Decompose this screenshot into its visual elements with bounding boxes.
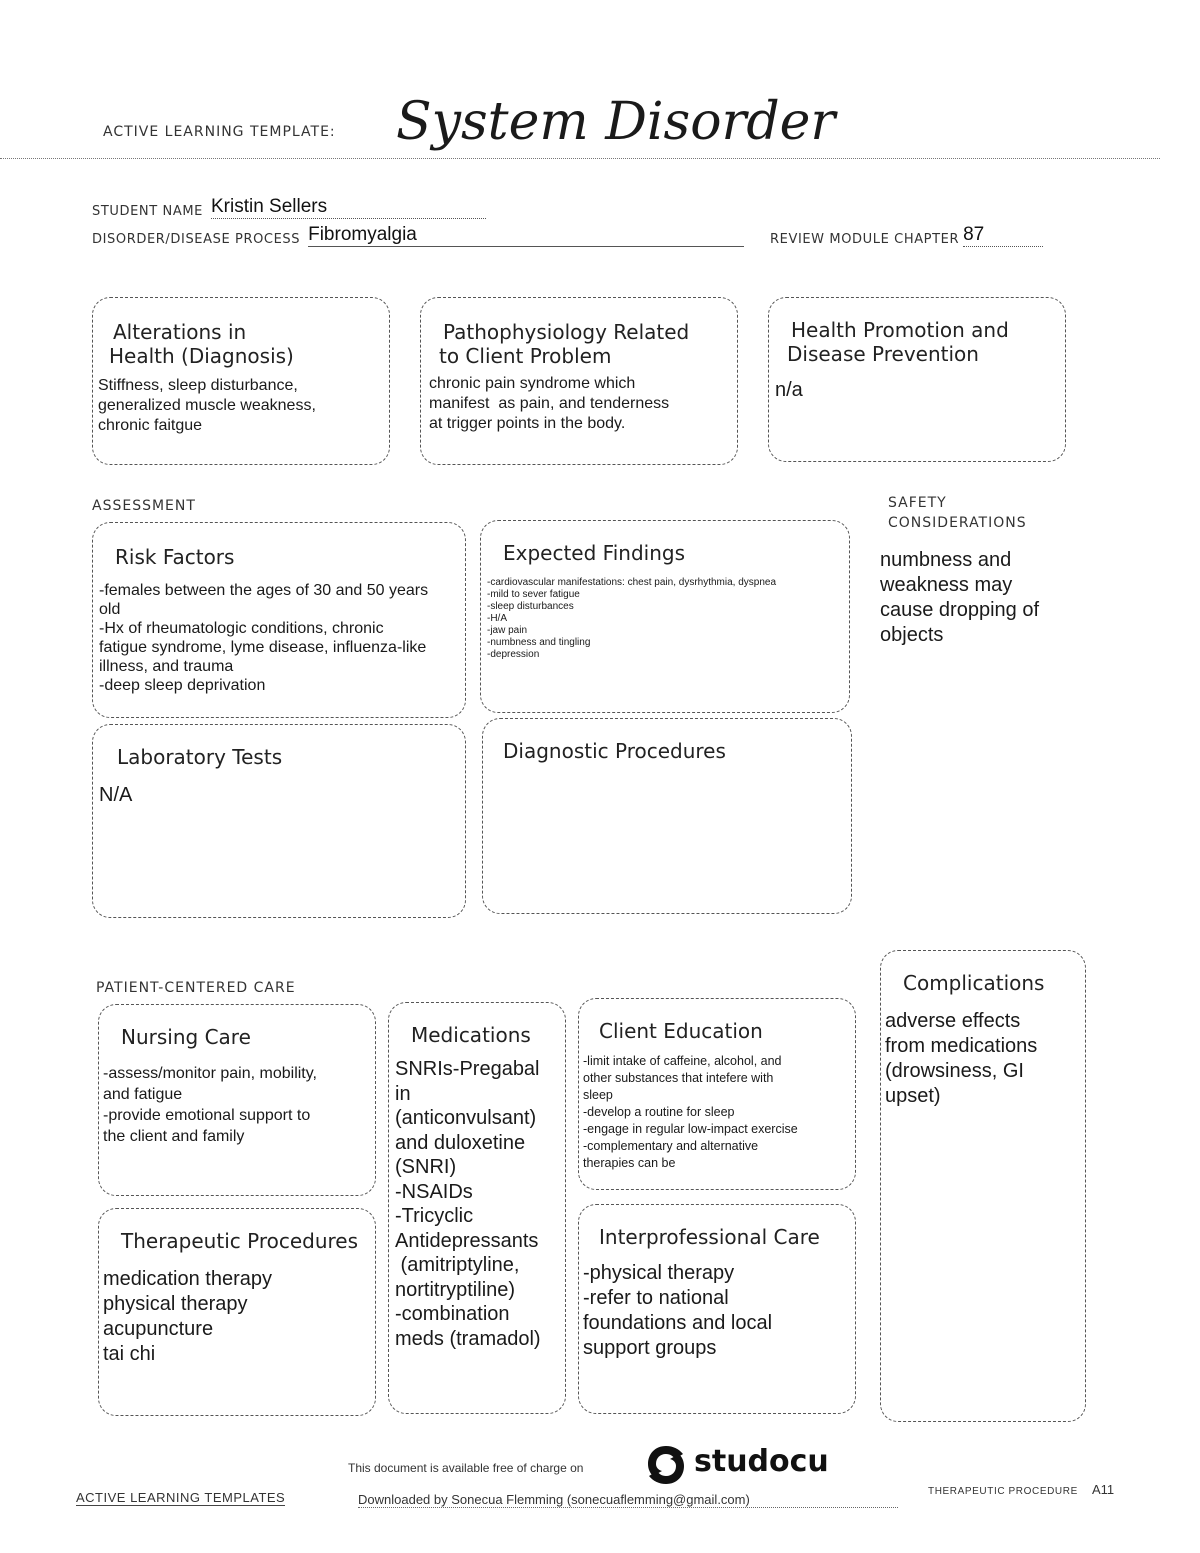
medications-box: [388, 1002, 566, 1414]
expected-findings-title: Expected Findings: [503, 541, 685, 565]
nursing-care-text: -assess/monitor pain, mobility, and fatigue -provide emotional support to the client and family: [103, 1065, 317, 1145]
disorder-value: Fibromyalgia: [308, 224, 744, 247]
studocu-logo-icon: [644, 1443, 688, 1487]
studocu-brand: studocu: [694, 1444, 829, 1479]
pathophysiology-box: [420, 297, 738, 465]
student-name-row: [92, 196, 486, 219]
health-promotion-title: Health Promotion and Disease Prevention: [787, 318, 1009, 366]
interprofessional-text: -physical therapy -refer to national foundations and local support groups: [583, 1262, 773, 1359]
chapter-row: [770, 224, 1043, 247]
risk-factors-text: -females between the ages of 30 and 50 years old -Hx of rheumatologic conditions, chronic fatigue syndrome, lyme disease, influenza-like illness, and trauma -deep sleep deprivation: [99, 582, 429, 694]
nursing-care-box: [98, 1004, 376, 1196]
nursing-care-title: Nursing Care: [121, 1025, 251, 1049]
studocu-availability-text: This document is available free of charge on: [348, 1461, 584, 1475]
alterations-text: Stiffness, sleep disturbance, generalized muscle weakness, chronic faitgue: [98, 377, 316, 434]
safety-text: numbness and weakness may cause dropping of objects: [880, 549, 1040, 646]
footer-code: A11: [1092, 1482, 1115, 1497]
therapeutic-box: [98, 1208, 376, 1416]
complications-text: adverse effects from medications (drowsiness, GI upset): [885, 1010, 1038, 1107]
alterations-box: [92, 297, 390, 465]
therapeutic-title: Therapeutic Procedures: [121, 1229, 359, 1253]
client-education-box: [578, 998, 856, 1190]
assessment-label: ASSESSMENT: [92, 498, 196, 514]
diagnostic-title: Diagnostic Procedures: [503, 739, 726, 763]
footer-templates-label: ACTIVE LEARNING TEMPLATES: [76, 1490, 286, 1505]
patient-care-label: PATIENT-CENTERED CARE: [96, 980, 296, 996]
page-title: System Disorder: [396, 92, 836, 152]
risk-factors-title: Risk Factors: [115, 545, 235, 569]
risk-factors-box: [92, 522, 466, 718]
footer-procedure-label: THERAPEUTIC PROCEDURE: [928, 1486, 1078, 1497]
disorder-label: DISORDER/DISEASE PROCESS: [92, 232, 301, 247]
alterations-title: Alterations in Health (Diagnosis): [109, 320, 294, 368]
expected-findings-box: [480, 520, 850, 713]
medications-title: Medications: [411, 1023, 531, 1047]
interprofessional-box: [578, 1204, 856, 1414]
expected-findings-text: -cardiovascular manifestations: chest pain, dysrhythmia, dyspnea -mild to sever fatigue -sleep disturbances -H/A -jaw pain -numbness and tingling -depression: [487, 577, 777, 660]
lab-tests-box: [92, 724, 466, 918]
diagnostic-box: [482, 718, 852, 914]
student-name-label: STUDENT NAME: [92, 204, 203, 219]
lab-tests-text: N/A: [99, 784, 133, 806]
pathophysiology-title: Pathophysiology Related to Client Problem: [439, 320, 690, 368]
pathophysiology-text: chronic pain syndrome which manifest as pain, and tenderness at trigger points in the body.: [429, 375, 670, 432]
chapter-label: REVIEW MODULE CHAPTER: [770, 232, 960, 247]
disorder-row: [92, 224, 744, 247]
footer-download-text: Downloaded by Sonecua Flemming (sonecuaflemming@gmail.com): [358, 1492, 898, 1508]
complications-box: [880, 950, 1086, 1422]
safety-label: SAFETY CONSIDERATIONS: [888, 495, 1027, 531]
health-promotion-text: n/a: [775, 379, 803, 401]
interprofessional-title: Interprofessional Care: [599, 1225, 820, 1249]
lab-tests-title: Laboratory Tests: [117, 745, 283, 769]
student-name-value: Kristin Sellers: [211, 196, 486, 219]
therapeutic-text: medication therapy physical therapy acupuncture tai chi: [103, 1268, 272, 1365]
health-promotion-box: [768, 297, 1066, 462]
medications-text: SNRIs-Pregabal in (anticonvulsant) and duloxetine (SNRI) -NSAIDs -Tricyclic Antidepressants (amitriptyline, nortitryptiline) -combination meds (tramadol): [395, 1058, 541, 1350]
client-education-text: -limit intake of caffeine, alcohol, and other substances that intefere with sleep -develop a routine for sleep -engage in regular low-impact exercise -complementary and alternative therapies can be: [583, 1054, 798, 1170]
client-education-title: Client Education: [599, 1019, 763, 1043]
header-divider: [0, 158, 1160, 159]
chapter-value: 87: [963, 224, 1043, 247]
template-label: ACTIVE LEARNING TEMPLATE:: [103, 124, 336, 140]
complications-title: Complications: [903, 971, 1045, 995]
